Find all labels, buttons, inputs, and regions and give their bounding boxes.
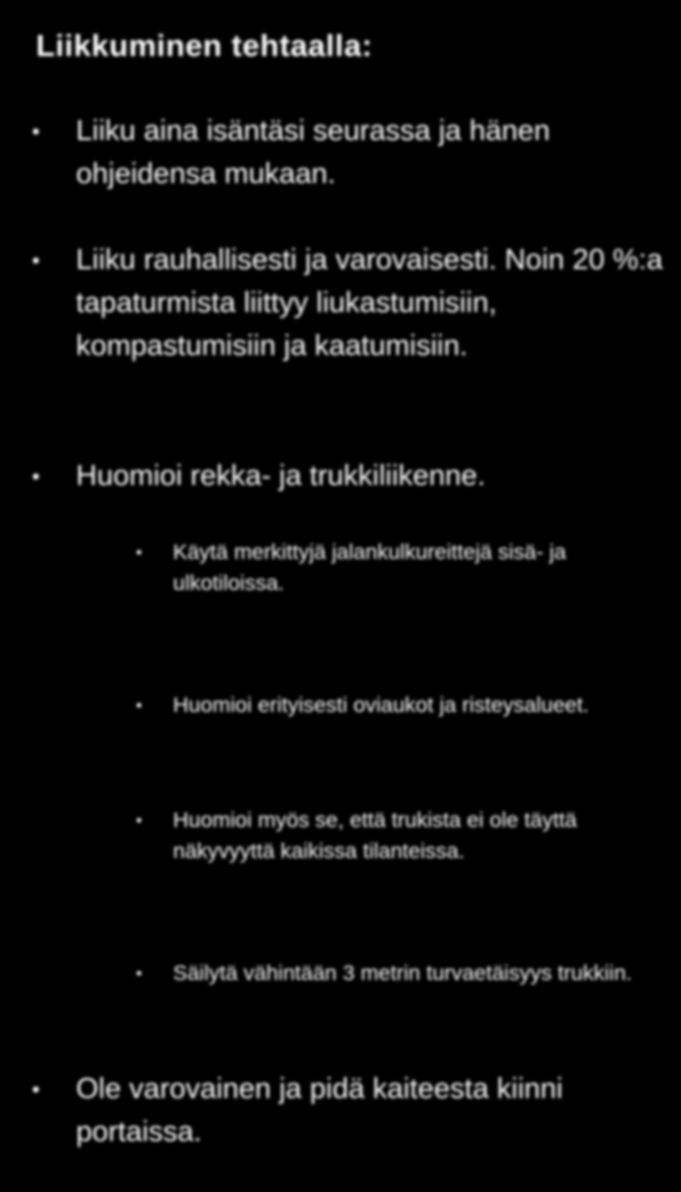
list-item-text: Huomioi myös se, että trukista ei ole täyttä näkyvyyttä kaikissa tilanteissa.	[173, 808, 577, 863]
bullet-icon: •	[136, 964, 142, 983]
sub-list-item	[136, 537, 643, 599]
bullet-icon: •	[136, 811, 142, 830]
list-item-text: Liiku rauhallisesti ja varovaisesti. Noin 20 %:a tapaturmista liittyy liukastumisiin, kompastumisiin ja kaatumisiin.	[76, 244, 663, 362]
bullet-icon: •	[32, 248, 40, 273]
list-item-text: Liiku aina isäntäsi seurassa ja hänen ohjeidensa mukaan.	[76, 115, 550, 190]
sub-list-item	[136, 958, 643, 989]
list-item-text: Huomioi erityisesti oviaukot ja risteysalueet.	[173, 693, 589, 717]
bullet-icon: •	[136, 543, 142, 562]
bullet-icon: •	[136, 696, 142, 715]
bullet-icon: •	[32, 119, 40, 144]
list-item	[32, 455, 666, 498]
list-item-text: Ole varovainen ja pidä kaiteesta kiinni portaissa.	[76, 1073, 563, 1148]
list-item	[32, 1068, 666, 1154]
list-item-text: Säilytä vähintään 3 metrin turvaetäisyys trukkiin.	[173, 961, 632, 985]
sub-list-item	[136, 805, 643, 867]
page-title: Liikkuminen tehtaalla:	[36, 28, 373, 63]
list-item	[32, 110, 666, 196]
list-item-text: Huomioi rekka- ja trukkiliikenne.	[76, 460, 486, 492]
list-item-text: Käytä merkittyjä jalankulkureittejä sisä- ja ulkotiloissa.	[173, 540, 567, 595]
bullet-icon: •	[32, 1077, 40, 1102]
bullet-icon: •	[32, 464, 40, 489]
list-item	[32, 239, 666, 368]
sub-list-item	[136, 690, 643, 721]
